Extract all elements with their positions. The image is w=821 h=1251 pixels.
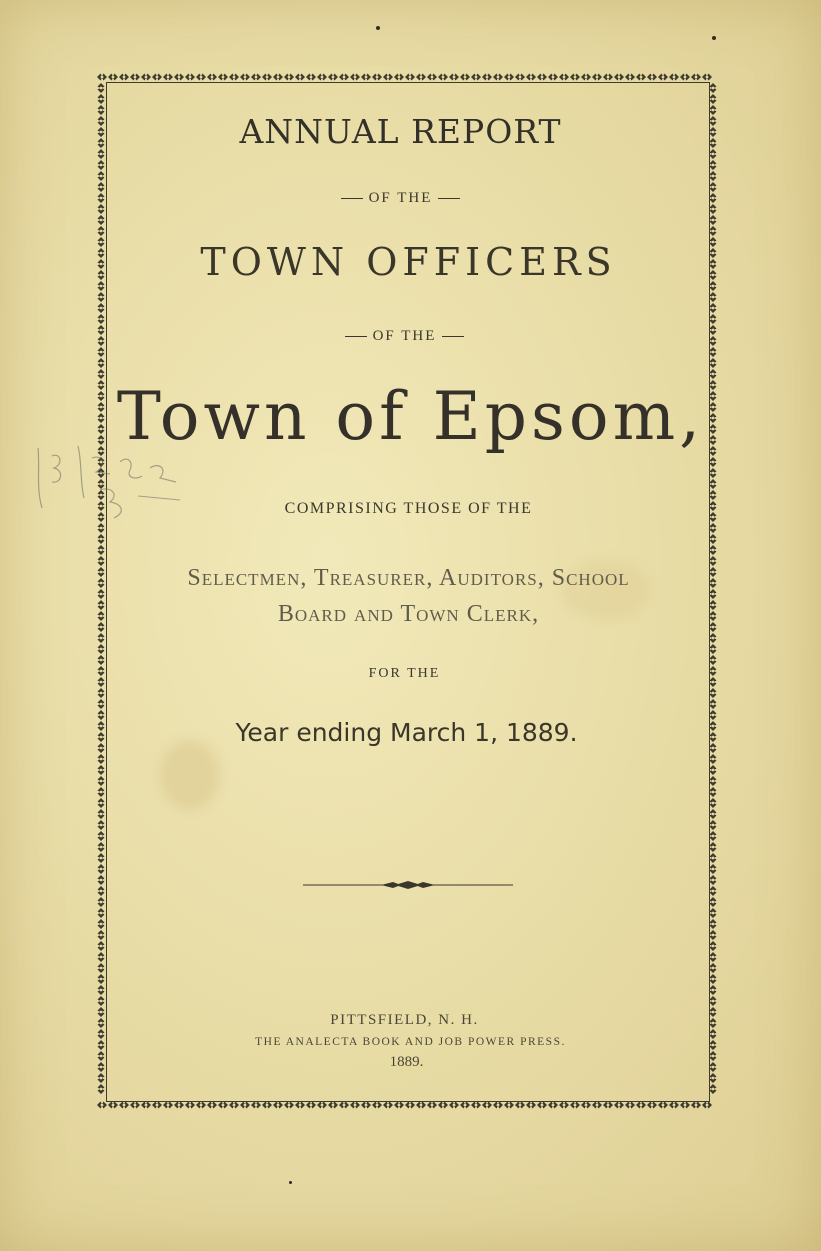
connector-of-the: OF THE — [0, 190, 811, 207]
for-the-line: FOR THE — [368, 666, 441, 681]
town-name: Town of Epsom, — [116, 378, 705, 455]
imprint-year: 1889. — [389, 1054, 424, 1070]
paper-speck — [289, 1181, 292, 1184]
dash-left — [345, 336, 367, 337]
ornament-divider-icon — [303, 880, 513, 890]
dash-right — [442, 336, 464, 337]
pencil-annotation — [30, 438, 210, 538]
year-ending: Year ending March 1, 1889. — [235, 718, 578, 747]
officers-list — [0, 560, 819, 632]
officers-line-1: Selectmen, Treasurer, Auditors, School — [187, 565, 630, 591]
imprint-place: PITTSFIELD, N. H. — [330, 1012, 479, 1028]
officers-line-2: Board and Town Clerk, — [277, 601, 540, 627]
dash-right — [438, 198, 460, 199]
cover-title: ANNUAL REPORT — [239, 112, 562, 151]
paper-speck — [712, 36, 716, 40]
imprint-printer: THE ANALECTA BOOK AND JOB POWER PRESS. — [255, 1036, 566, 1048]
dash-left — [341, 198, 363, 199]
cover-subtitle: TOWN OFFICERS — [200, 240, 617, 284]
paper-speck — [376, 26, 380, 30]
connector-of-the: OF THE — [0, 328, 815, 345]
comprising-line: COMPRISING THOSE OF THE — [284, 500, 533, 517]
